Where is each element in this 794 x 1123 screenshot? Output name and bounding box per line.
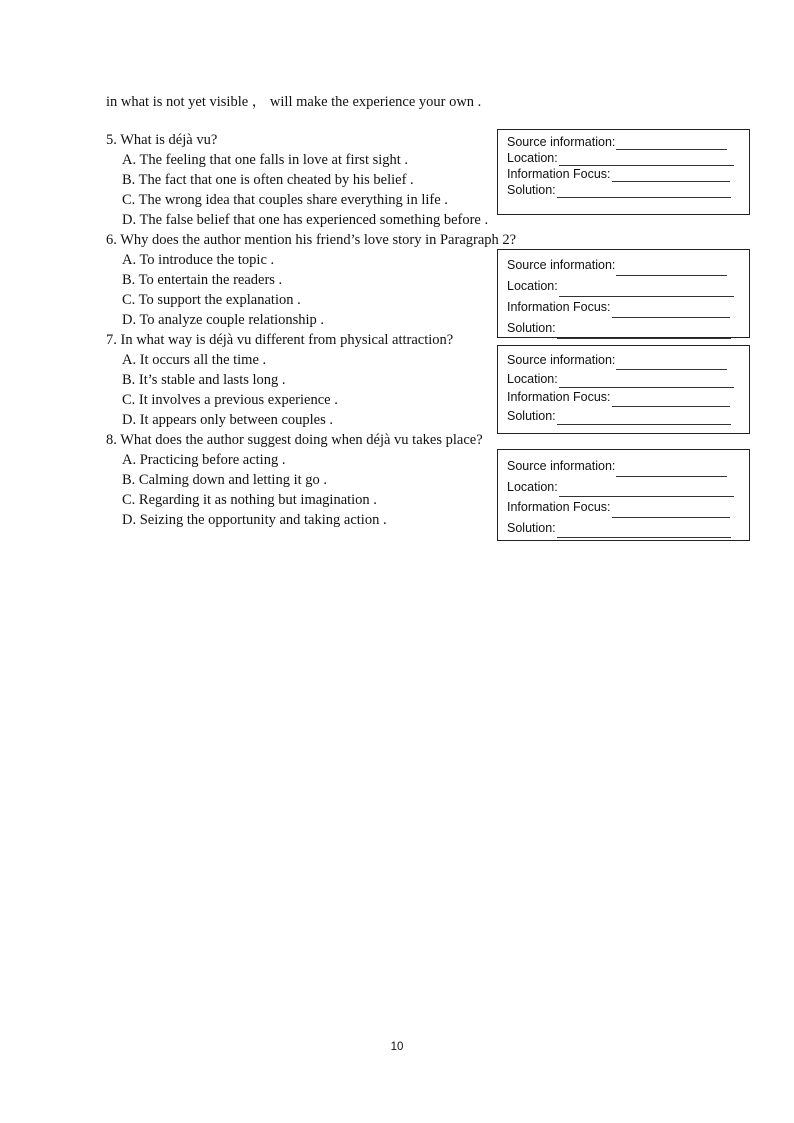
option-b: B. Calming down and letting it go . xyxy=(122,472,328,488)
solution-label: Solution: xyxy=(507,520,556,535)
focus-blank[interactable] xyxy=(612,170,730,182)
analysis-box-q5 xyxy=(497,129,750,215)
location-label: Location: xyxy=(507,479,558,494)
option-d: D. Seizing the opportunity and taking action . xyxy=(122,512,387,528)
location-blank[interactable] xyxy=(559,154,734,166)
option-d: D. The false belief that one has experienced something before . xyxy=(122,212,489,228)
location-blank[interactable] xyxy=(559,485,734,497)
focus-blank[interactable] xyxy=(612,506,730,518)
analysis-box-q6 xyxy=(497,249,750,338)
source-blank[interactable] xyxy=(616,138,727,150)
solution-label: Solution: xyxy=(507,408,556,423)
intro-line: in what is not yet visible ， will make the experience your own . xyxy=(106,94,482,110)
solution-blank[interactable] xyxy=(557,327,731,339)
location-label: Location: xyxy=(507,151,558,165)
location-label: Location: xyxy=(507,371,558,386)
option-c: C. Regarding it as nothing but imagination . xyxy=(122,492,377,508)
focus-label: Information Focus: xyxy=(507,390,611,404)
option-b: B. The fact that one is often cheated by his belief . xyxy=(122,172,414,188)
option-a: A. It occurs all the time . xyxy=(122,352,267,368)
focus-label: Information Focus: xyxy=(507,500,611,514)
option-a: A. The feeling that one falls in love at first sight . xyxy=(122,152,409,168)
source-blank[interactable] xyxy=(616,264,727,276)
source-blank[interactable] xyxy=(616,465,727,477)
option-c: C. To support the explanation . xyxy=(122,292,301,308)
option-b: B. It’s stable and lasts long . xyxy=(122,372,286,388)
focus-blank[interactable] xyxy=(612,395,730,407)
option-d: D. It appears only between couples . xyxy=(122,412,333,428)
focus-label: Information Focus: xyxy=(507,300,611,314)
analysis-box-q8 xyxy=(497,449,750,541)
option-c: C. It involves a previous experience . xyxy=(122,392,338,408)
question-stem: 7. In what way is déjà vu different from physical attraction? xyxy=(106,332,454,348)
solution-label: Solution: xyxy=(507,183,556,197)
solution-blank[interactable] xyxy=(557,186,731,198)
location-blank[interactable] xyxy=(559,376,734,388)
solution-label: Solution: xyxy=(507,321,556,335)
option-a: A. Practicing before acting . xyxy=(122,452,286,468)
solution-blank[interactable] xyxy=(557,413,731,425)
source-label: Source information: xyxy=(507,135,616,149)
source-label: Source information: xyxy=(507,353,616,367)
option-c: C. The wrong idea that couples share everything in life . xyxy=(122,192,448,208)
analysis-box-q7 xyxy=(497,345,750,434)
source-label: Source information: xyxy=(507,258,616,272)
question-stem: 5. What is déjà vu? xyxy=(106,132,218,148)
focus-label: Information Focus: xyxy=(507,167,611,181)
focus-blank[interactable] xyxy=(612,306,730,318)
question-stem: 6. Why does the author mention his friend’s love story in Paragraph 2? xyxy=(106,232,517,248)
source-blank[interactable] xyxy=(616,358,727,370)
option-b: B. To entertain the readers . xyxy=(122,272,283,288)
option-d: D. To analyze couple relationship . xyxy=(122,312,325,328)
location-label: Location: xyxy=(507,279,558,293)
page-number: 10 xyxy=(390,1041,404,1053)
solution-blank[interactable] xyxy=(557,526,731,538)
source-label: Source information: xyxy=(507,459,616,473)
location-blank[interactable] xyxy=(559,285,734,297)
option-a: A. To introduce the topic . xyxy=(122,252,275,268)
question-stem: 8. What does the author suggest doing when déjà vu takes place? xyxy=(106,432,483,448)
